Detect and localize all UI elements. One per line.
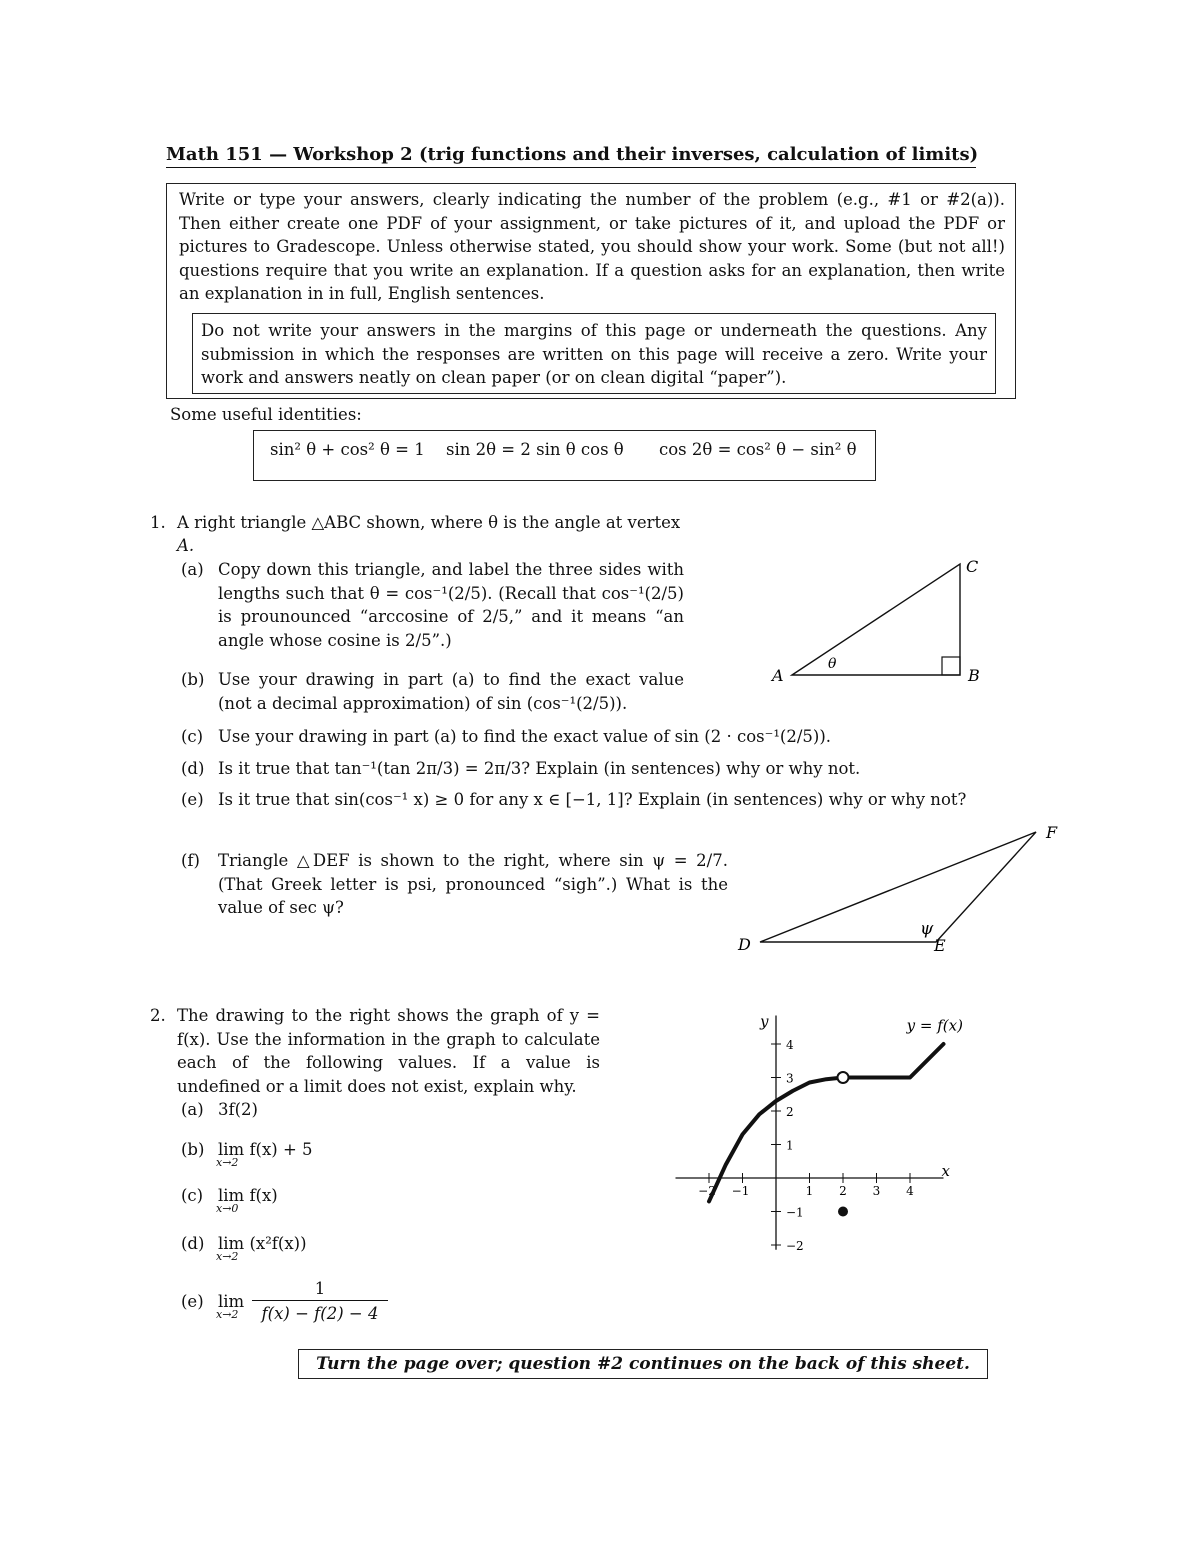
q1c-text: Use your drawing in part (a) to find the exact value of sin (2 · cos⁻¹(2/5)). bbox=[218, 727, 832, 746]
vertex-c-label: C bbox=[966, 557, 979, 576]
vertex-f-label: F bbox=[1046, 823, 1058, 842]
right-angle-marker bbox=[942, 657, 960, 675]
q1d-label: (d) bbox=[181, 759, 205, 778]
identities-box bbox=[253, 430, 876, 481]
x-tick-label: 1 bbox=[805, 1184, 814, 1198]
q1e-label: (e) bbox=[181, 790, 204, 809]
q1b-text: Use your drawing in part (a) to find the exact value (not a decimal approximation) of sin (cos⁻¹(2/5)). bbox=[218, 670, 684, 713]
q2c-subscript: x→0 bbox=[216, 1202, 239, 1215]
q2b-subscript: x→2 bbox=[216, 1156, 239, 1169]
q2c-text: lim f(x) bbox=[218, 1186, 278, 1205]
triangle-def bbox=[730, 820, 1070, 960]
open-point bbox=[838, 1072, 849, 1083]
x-tick-label: 4 bbox=[906, 1184, 914, 1198]
q2e-subscript: x→2 bbox=[216, 1308, 239, 1321]
q2d-subscript: x→2 bbox=[216, 1250, 239, 1263]
x-tick-label: −1 bbox=[731, 1184, 750, 1198]
q2e-denominator: f(x) − f(2) − 4 bbox=[261, 1304, 379, 1323]
identity-double-sin: sin 2θ = 2 sin θ cos θ bbox=[446, 440, 624, 459]
x-tick-label: 3 bbox=[872, 1184, 881, 1198]
q1f-text: Triangle △DEF is shown to the right, where sin ψ = 2/7. (That Greek letter is psi, pronounced “sigh”.) What is the value of sec ψ? bbox=[218, 851, 728, 917]
y-tick-label: −1 bbox=[786, 1205, 804, 1220]
x-axis-label: x bbox=[941, 1162, 950, 1180]
y-tick-label: 3 bbox=[786, 1071, 794, 1086]
vertex-e-label: E bbox=[934, 936, 946, 955]
q1-stem: A right triangle △ABC shown, where θ is the angle at vertex bbox=[177, 513, 681, 532]
page-title: Math 151 — Workshop 2 (trig functions and their inverses, calculation of limits) bbox=[166, 144, 976, 168]
q2e-label: (e) bbox=[181, 1292, 204, 1311]
identities-label: Some useful identities: bbox=[170, 405, 362, 424]
q1a-text: Copy down this triangle, and label the three sides with lengths such that θ = cos⁻¹(2/5). (Recall that cos⁻¹(2/5) is prounounced “arccosine of 2/5,” and it means “an angle whose cosine is 2/5”.) bbox=[218, 560, 684, 650]
vertex-a-label: A bbox=[772, 666, 784, 685]
identity-double-cos: cos 2θ = cos² θ − sin² θ bbox=[659, 440, 857, 459]
triangle-def-shape bbox=[760, 832, 1036, 942]
warning-text: Do not write your answers in the margins of this page or underneath the questions. Any submission in which the responses are written on this page will receive a zero. Write your work and answers neatly on clean paper (or on clean digital “paper”). bbox=[201, 321, 987, 387]
q1-number: 1. bbox=[150, 513, 166, 532]
graph-f bbox=[670, 990, 970, 1275]
x-tick-label: −2 bbox=[698, 1184, 716, 1198]
q2b-label: (b) bbox=[181, 1140, 205, 1159]
q1e-text: Is it true that sin(cos⁻¹ x) ≥ 0 for any x ∈ [−1, 1]? Explain (in sentences) why or why not? bbox=[218, 790, 967, 809]
q2a-label: (a) bbox=[181, 1100, 204, 1119]
y-tick-label: 2 bbox=[786, 1105, 794, 1119]
triangle-abc bbox=[760, 550, 1000, 690]
angle-psi-label: ψ bbox=[920, 919, 934, 939]
q2b-text: lim f(x) + 5 bbox=[218, 1140, 313, 1159]
curve-label: y = f(x) bbox=[906, 1016, 963, 1035]
identity-pythagorean: sin² θ + cos² θ = 1 bbox=[270, 440, 425, 459]
y-tick-label: 1 bbox=[786, 1138, 794, 1153]
warning-box bbox=[192, 313, 996, 394]
vertex-b-label: B bbox=[968, 666, 980, 685]
y-tick-label: 4 bbox=[786, 1038, 794, 1052]
q2-number: 2. bbox=[150, 1006, 166, 1025]
x-tick-label: 2 bbox=[839, 1184, 847, 1198]
q2e-lim: lim bbox=[218, 1292, 245, 1311]
triangle-abc-shape bbox=[792, 564, 960, 675]
instructions-text: Write or type your answers, clearly indicating the number of the problem (e.g., #1 or #2(a)). Then either create one PDF of your assignment, or take pictures of it, and upload the PDF or pictures to Gradescope. Unless otherwise stated, you should show your work. Some (but not all!) questions require that you write an explanation. If a question asks for an explanation, then write an explanation in in full, English sentences. bbox=[179, 190, 1005, 303]
closed-point bbox=[838, 1207, 848, 1217]
q1c-label: (c) bbox=[181, 727, 204, 746]
q2a-text: 3f(2) bbox=[218, 1100, 258, 1119]
y-axis-label: y bbox=[760, 1012, 769, 1031]
turn-page-notice: Turn the page over; question #2 continues on the back of this sheet. bbox=[298, 1349, 988, 1379]
q1d-text: Is it true that tan⁻¹(tan 2π/3) = 2π/3? Explain (in sentences) why or why not. bbox=[218, 759, 861, 778]
q2d-label: (d) bbox=[181, 1234, 205, 1253]
q2e-numerator: 1 bbox=[314, 1279, 326, 1298]
angle-theta-label: θ bbox=[828, 656, 837, 672]
q1-stem-vertex: A. bbox=[177, 536, 195, 555]
q1f-label: (f) bbox=[181, 851, 200, 870]
curve-segment bbox=[843, 1044, 944, 1078]
q1a-label: (a) bbox=[181, 560, 204, 579]
q1b-label: (b) bbox=[181, 670, 205, 689]
q2c-label: (c) bbox=[181, 1186, 204, 1205]
q2d-text: lim (x²f(x)) bbox=[218, 1234, 307, 1253]
vertex-d-label: D bbox=[738, 935, 751, 954]
q2e-fraction-bar bbox=[252, 1300, 388, 1301]
q2-text: The drawing to the right shows the graph of y = f(x). Use the information in the graph to calculate each of the following values. If a value is undefined or a limit does not exist, explain why. bbox=[177, 1006, 600, 1096]
y-tick-label: −2 bbox=[786, 1239, 804, 1253]
